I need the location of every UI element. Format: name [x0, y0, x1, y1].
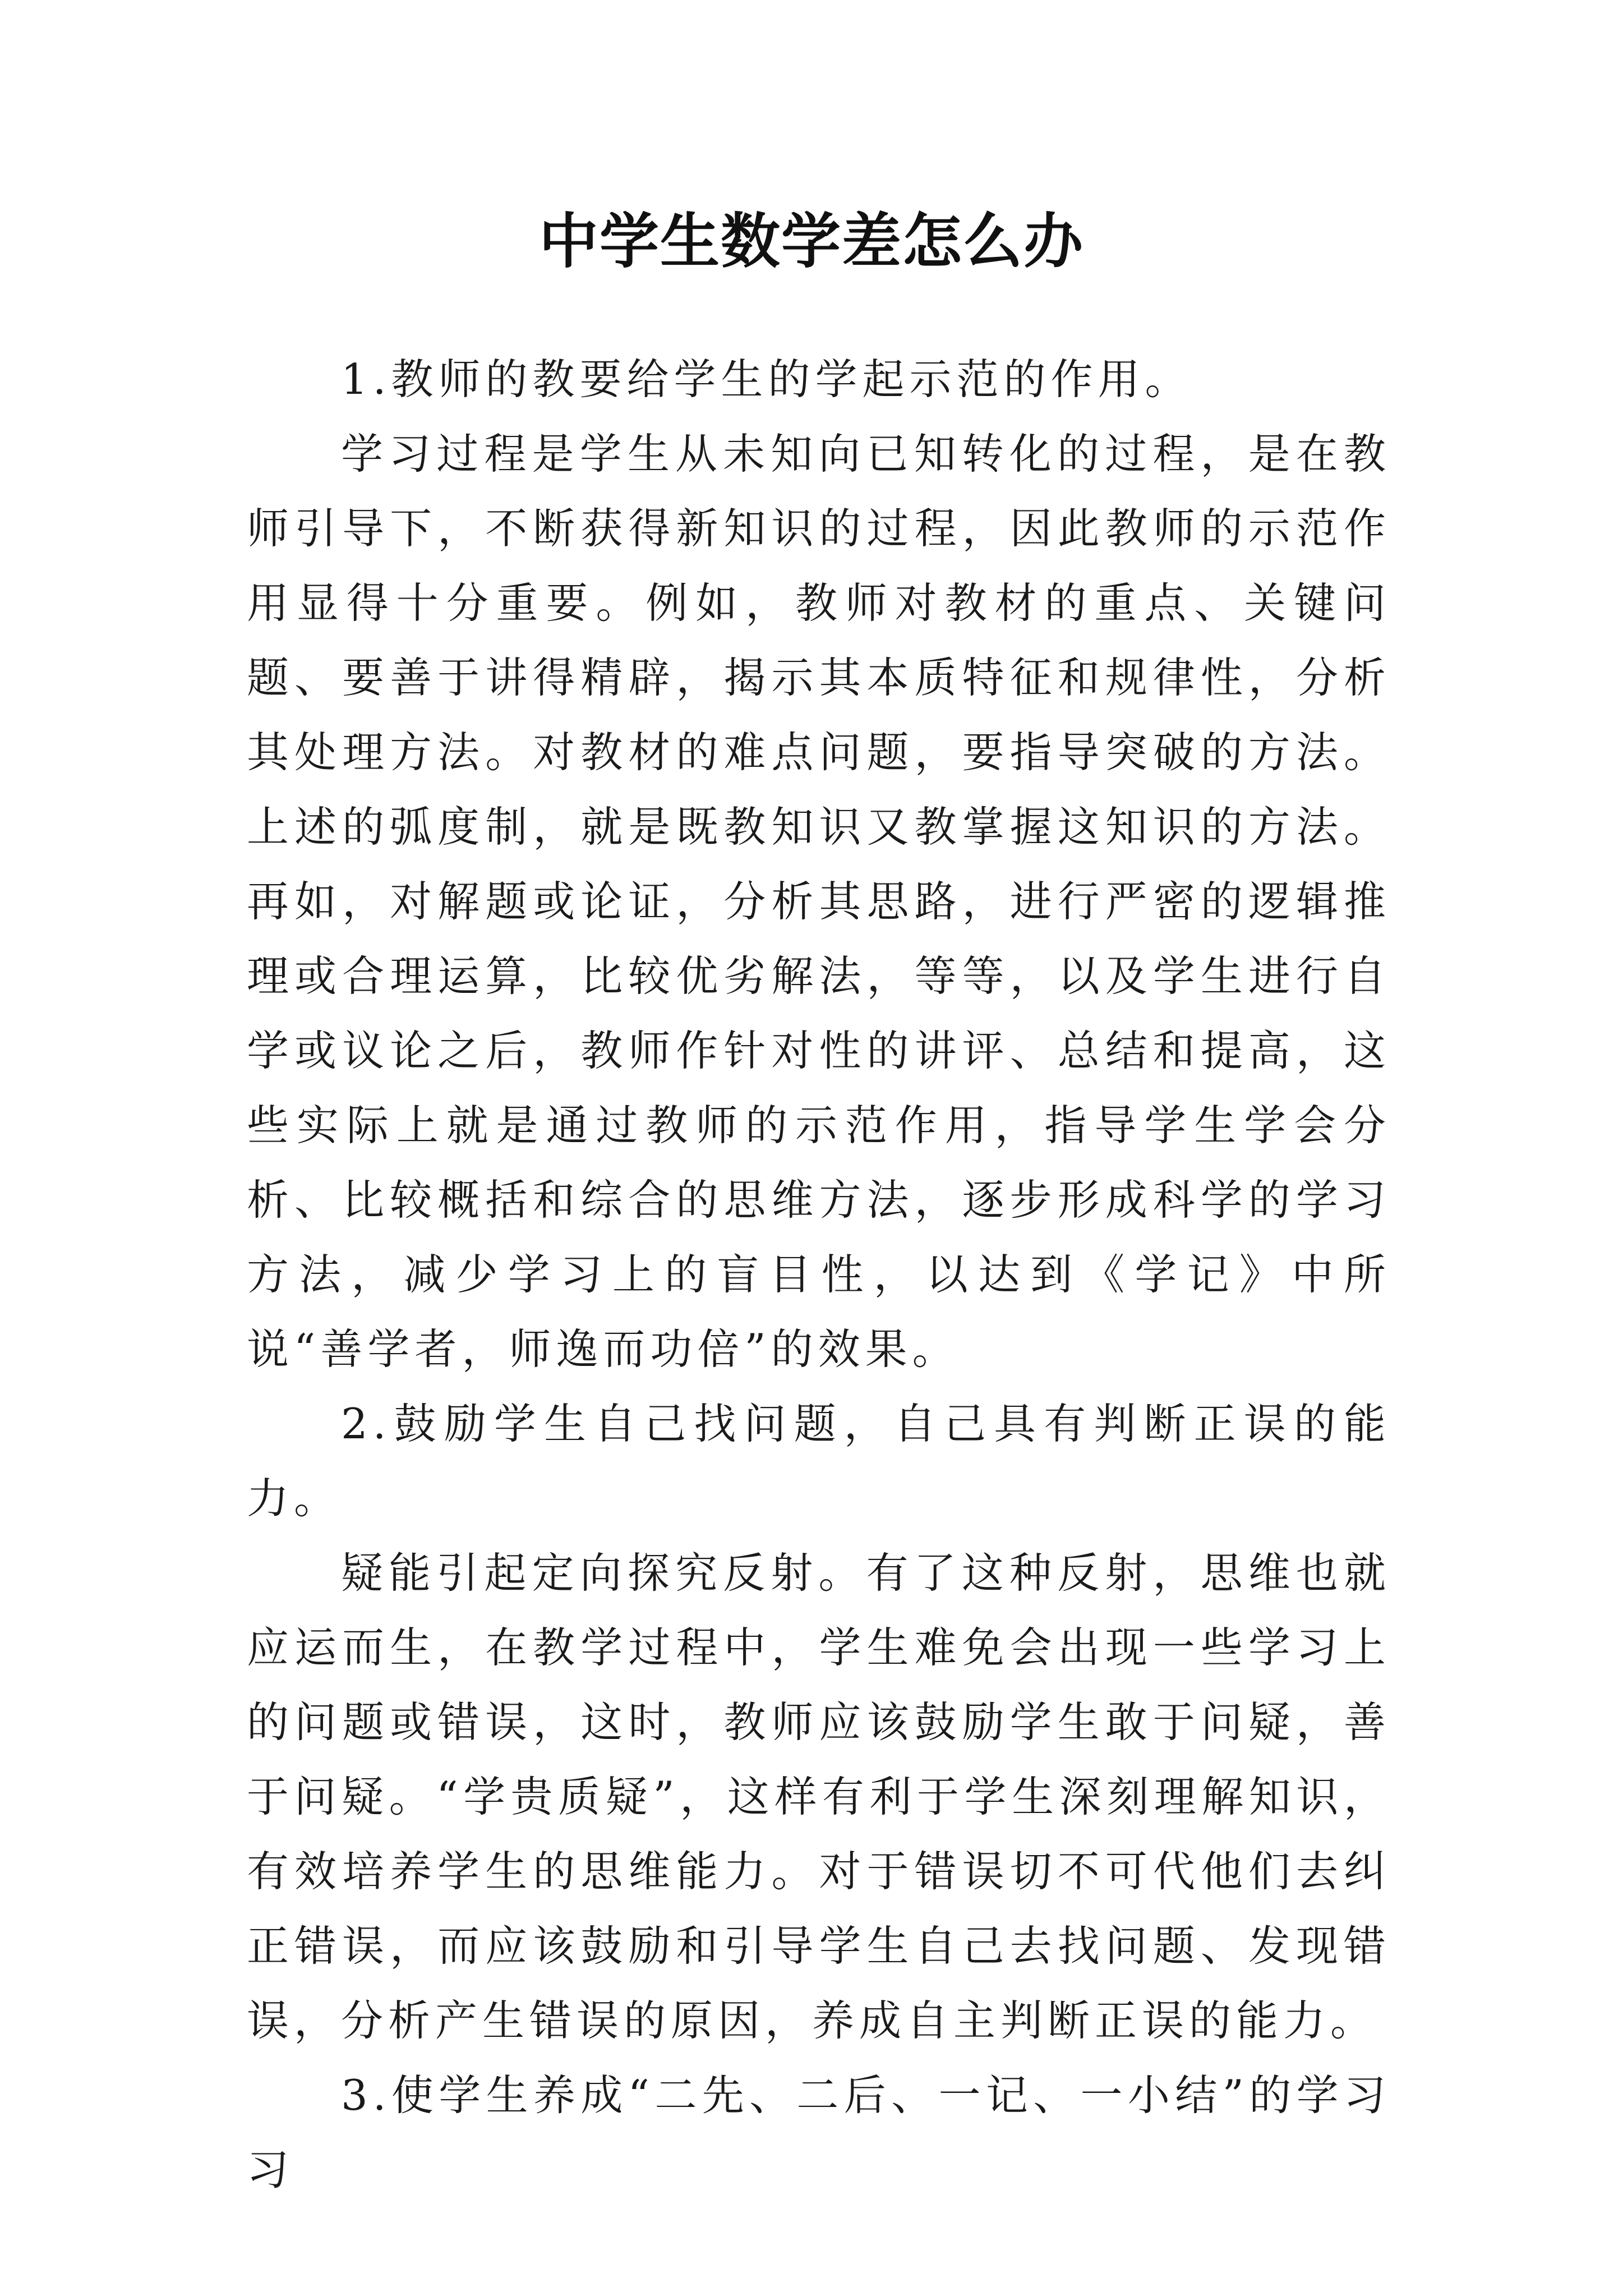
paragraph-heading-1: 1.教师的教要给学生的学起示范的作用。 — [341, 355, 1192, 404]
paragraph: 学习过程是学生从未知向已知转化的过程，是在教师引导下，不断获得新知识的过程，因此教师的示范作用显得十分重要。例如，教师对教材的重点、关键问题、要善于讲得精辟，揭示其本质特征和规律性，分析其处理方法。对教材的难点问题，要指导突破的方法。上述的弧度制，就是既教知识又教掌握这知识的方法。再如，对解题或论证，分析其思路，进行严密的逻辑推理或合理运算，比较优劣解法，等等，以及学生进行自学或议论之后，教师作针对性的讲评、总结和提高，这些实际上就是通过教师的示范作用，指导学生学会分析、比较概括和综合的思维方法，逐步形成科学的学习方法，减少学习上的盲目性，以达到《学记》中所说“善学者，师逸而功倍”的效果。 — [247, 429, 1391, 1374]
paragraph: 疑能引起定向探究反射。有了这种反射，思维也就应运而生，在教学过程中，学生难免会出现一些学习上的问题或错误，这时，教师应该鼓励学生敢于问疑，善于问疑。“学贵质疑”，这样有利于学生深刻理解知识，有效培养学生的思维能力。对于错误切不可代他们去纠正错误，而应该鼓励和引导学生自己去找问题、发现错误，分析产生错误的原因，养成自主判断正误的能力。 — [247, 1548, 1391, 2045]
document-body — [247, 342, 1391, 2207]
paragraph-heading-2: 2.鼓励学生自己找问题，自己具有判断正误的能力。 — [247, 1399, 1391, 1523]
paragraph-heading-3: 3.使学生养成“二先、二后、一记、一小结”的学习习 — [247, 2070, 1391, 2194]
document-title: 中学生数学差怎么办 — [539, 206, 1084, 276]
